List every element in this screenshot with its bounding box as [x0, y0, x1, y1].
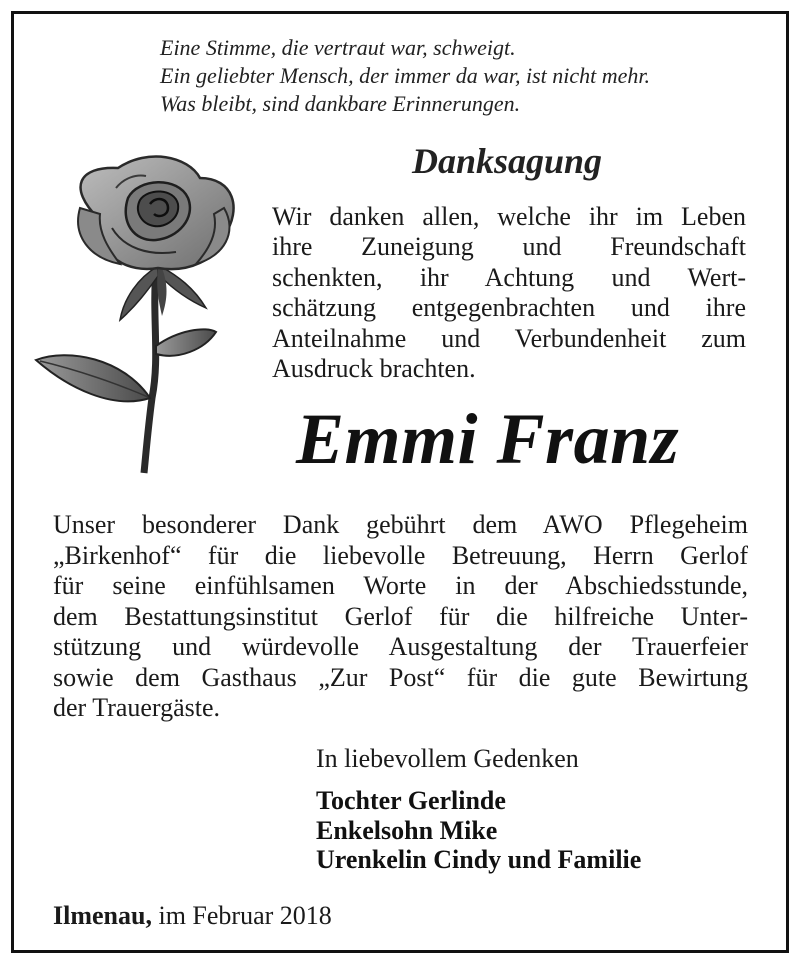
poem-line: Was bleibt, sind dankbare Erinnerungen.	[160, 91, 521, 116]
poem-line: Ein geliebter Mensch, der immer da war, ist nicht mehr.	[160, 63, 651, 88]
thanks-line: schenkten, ihr Achtung und Wert-	[272, 262, 746, 292]
thanks-line: Wir danken allen, welche ihr im Leben	[272, 202, 746, 231]
paragraph-line: der Trauergäste.	[53, 693, 221, 722]
thanks-line: ihre Zuneigung und Freundschaft	[272, 232, 746, 262]
paragraph-line: „Birkenhof“ für die liebevolle Betreuung, Herrn Gerlof	[53, 540, 748, 570]
signature-line: Tochter Gerlinde	[316, 786, 506, 815]
heading-danksagung: Danksagung	[411, 141, 603, 181]
signature-line: Enkelsohn Mike	[316, 815, 498, 845]
paragraph-line: sowie dem Gasthaus „Zur Post“ für die gute Bewirtung	[53, 662, 748, 692]
place-date	[53, 901, 332, 931]
thanks-line: Anteilnahme und Verbundenheit zum	[272, 323, 746, 353]
poem	[160, 34, 760, 118]
paragraph-line: dem Bestattungsinstitut Gerlof für die hilfreiche Unter-	[53, 601, 748, 631]
poem-line: Eine Stimme, die vertraut war, schweigt.	[160, 35, 516, 60]
signature-line: Urenkelin Cindy und Familie	[316, 845, 642, 874]
thanks-line: Ausdruck brachten.	[272, 353, 476, 383]
paragraph-line: für seine einfühlsamen Worte in der Abschiedsstunde,	[53, 571, 748, 600]
thanks-text	[272, 202, 746, 384]
rose-icon	[28, 148, 253, 478]
date: im Februar 2018	[151, 901, 332, 930]
gratitude-paragraph	[53, 510, 748, 724]
signatures	[316, 786, 641, 875]
paragraph-line: Unser besonderer Dank gebührt dem AWO Pflegeheim	[53, 510, 748, 539]
closing-phrase: In liebevollem Gedenken	[316, 744, 579, 773]
thanks-line: schätzung entgegenbrachten und ihre	[272, 293, 746, 323]
paragraph-line: stützung und würdevolle Ausgestaltung der Trauerfeier	[53, 632, 748, 661]
place: Ilmenau,	[53, 901, 152, 930]
deceased-name: Emmi Franz	[296, 399, 680, 479]
